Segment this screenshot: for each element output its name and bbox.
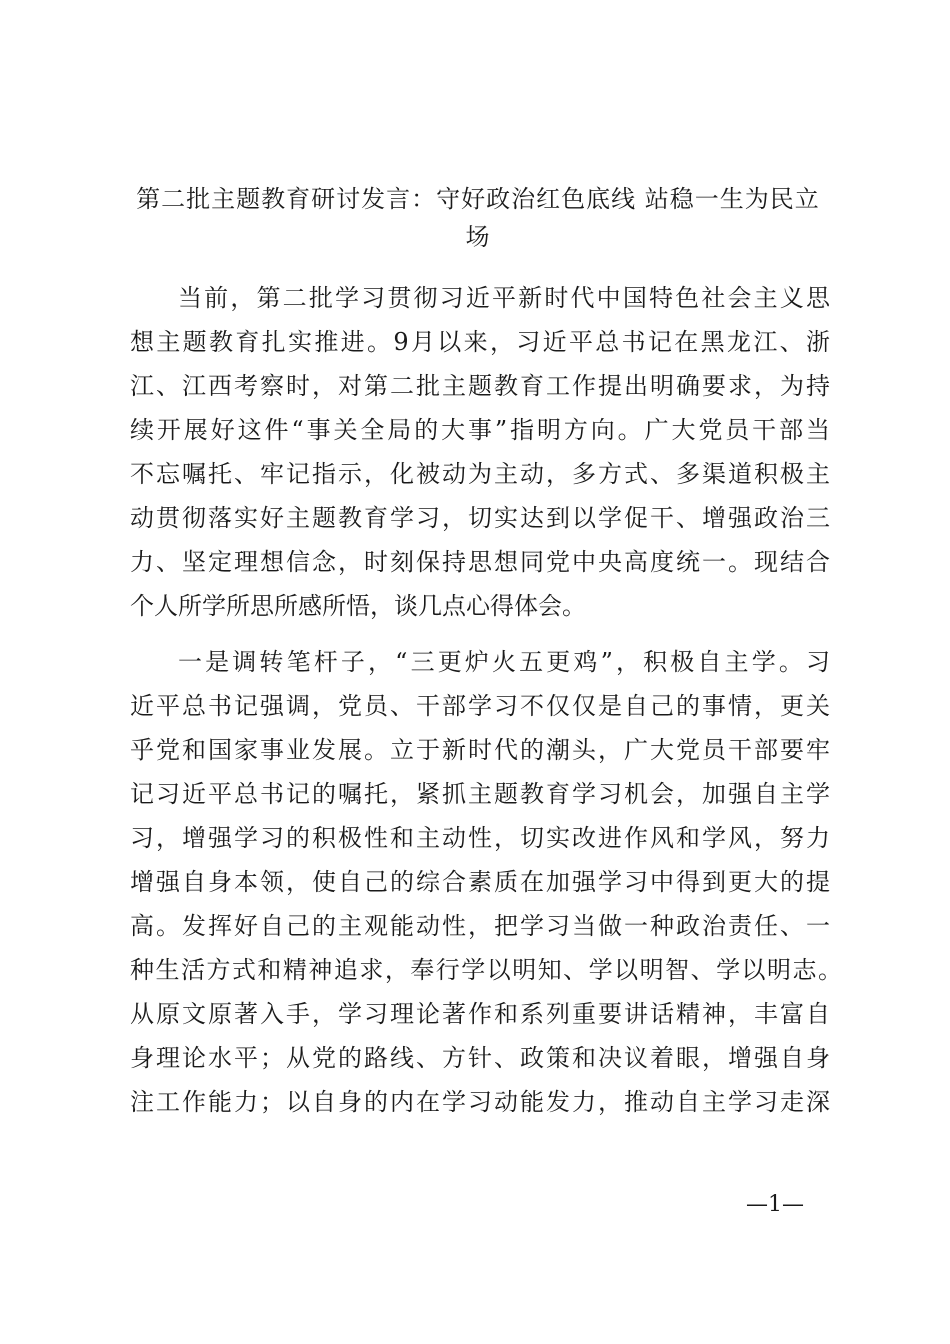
paragraph-1-line: 江、江西考察时，对第二批主题教育工作提出明确要求，为持 — [130, 372, 830, 400]
paragraph-1-line: 力、坚定理想信念，时刻保持思想同党中央高度统一。现结合 — [130, 548, 830, 576]
paragraph-2-line: 记习近平总书记的嘱托，紧抓主题教育学习机会，加强自主学 — [130, 780, 830, 808]
paragraph-2-line: 乎党和国家事业发展。立于新时代的潮头，广大党员干部要牢 — [130, 736, 830, 764]
paragraph-2-line: 增强自身本领，使自己的综合素质在加强学习中得到更大的提 — [130, 868, 830, 896]
paragraph-1-line: 动贯彻落实好主题教育学习，切实达到以学促干、增强政治三 — [130, 504, 830, 532]
paragraph-2-line: 高。发挥好自己的主观能动性，把学习当做一种政治责任、一 — [130, 912, 830, 940]
paragraph-1-line: 当前，第二批学习贯彻习近平新时代中国特色社会主义思 — [178, 284, 830, 312]
page-number: —1— — [746, 1192, 804, 1217]
paragraph-2-line: 习，增强学习的积极性和主动性，切实改进作风和学风，努力 — [130, 824, 830, 852]
document-title: 第二批主题教育研讨发言：守好政治红色底线 站稳一生为民立场 — [136, 185, 820, 251]
paragraph-1-line: 续开展好这件“事关全局的大事”指明方向。广大党员干部当 — [130, 416, 830, 444]
paragraph-1-line: 个人所学所思所感所悟，谈几点心得体会。 — [130, 592, 586, 620]
paragraph-2-line: 从原文原著入手，学习理论著作和系列重要讲话精神，丰富自 — [130, 1000, 830, 1028]
paragraph-1-line: 想主题教育扎实推进。9月以来，习近平总书记在黑龙江、浙 — [130, 328, 830, 356]
paragraph-2-line: 近平总书记强调，党员、干部学习不仅仅是自己的事情，更关 — [130, 692, 830, 720]
paragraph-2-line: 一是调转笔杆子，“三更炉火五更鸡”，积极自主学。习 — [178, 648, 830, 676]
paragraph-1-line: 不忘嘱托、牢记指示，化被动为主动，多方式、多渠道积极主 — [130, 460, 830, 488]
paragraph-2-line: 种生活方式和精神追求，奉行学以明知、学以明智、学以明志。 — [130, 956, 842, 984]
paragraph-2-line: 身理论水平；从党的路线、方针、政策和决议着眼，增强自身 — [130, 1044, 830, 1072]
paragraph-2-line: 注工作能力；以自身的内在学习动能发力，推动自主学习走深 — [130, 1088, 830, 1116]
